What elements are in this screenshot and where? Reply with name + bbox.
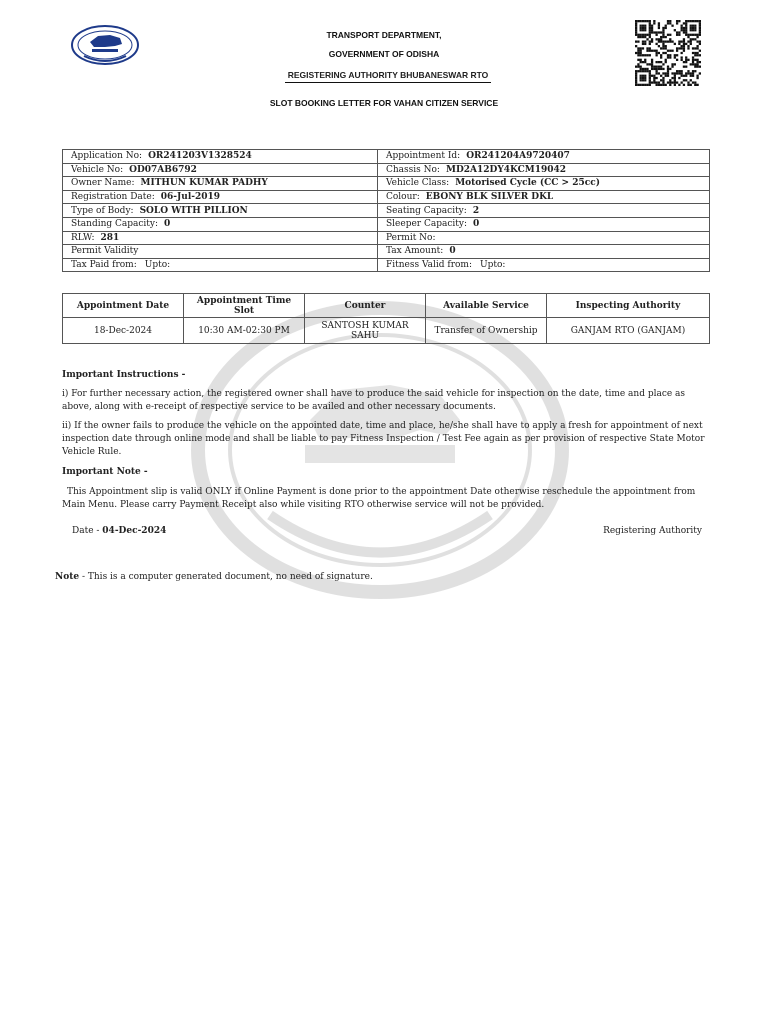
note-text: This Appointment slip is valid ONLY if Online Payment is done prior to the appointment Date otherwise reschedule the appointment from Main Menu. Please carry Payment Receipt also while visiting RTO otherwise service will not be provided. (62, 487, 696, 510)
department-title: TRANSPORT DEPARTMENT, (326, 30, 442, 40)
field-value: OR241203V1328524 (148, 151, 252, 162)
field-value: 2 (472, 205, 480, 216)
details-cell (378, 231, 710, 245)
field-label: Owner Name: (71, 178, 135, 189)
details-cell (63, 177, 378, 191)
field-label: Colour: (386, 192, 420, 203)
government-title: GOVERNMENT OF ODISHA (328, 49, 440, 59)
field-value: OR241204A9720407 (466, 151, 570, 162)
details-cell (378, 258, 710, 272)
details-row (63, 190, 710, 204)
instruction-item-2: ii) If the owner fails to produce the vehicle on the appointed date, time and place, he/she shall have to apply a fresh for appointment of next inspection date through online mode and shall be liable to pay Fitness Inspection / Test Fee again as per provision of respective State Motor Vehicle Rule. (62, 421, 705, 457)
field-label: Vehicle No: (71, 164, 124, 175)
inspecting-authority: GANJAM RTO (GANJAM) (547, 318, 710, 344)
field-value: Motorised Cycle (CC > 25cc) (455, 178, 600, 189)
details-cell (378, 150, 710, 164)
field-label: Registration Date: (71, 192, 155, 203)
note-label: Note (55, 572, 80, 582)
field-label: Tax Amount: (386, 246, 444, 257)
details-cell (63, 245, 378, 259)
field-value: Upto: (480, 260, 506, 271)
details-cell (378, 190, 710, 204)
details-cell (378, 217, 710, 231)
details-row (63, 177, 710, 191)
date-value: 04-Dec-2024 (102, 526, 167, 536)
field-label: Chassis No: (386, 164, 440, 175)
field-label: Tax Paid from: (71, 260, 137, 271)
field-label: Standing Capacity: (71, 219, 159, 230)
field-value: 0 (472, 219, 480, 230)
details-row (63, 258, 710, 272)
field-label: Fitness Valid from: (386, 260, 472, 271)
field-value: MITHUN KUMAR PADHY (140, 178, 268, 189)
column-header: Appointment Time Slot (184, 294, 305, 318)
details-row (63, 150, 710, 164)
column-header: Appointment Date (63, 294, 184, 318)
appointment-header-row (63, 294, 710, 318)
column-header: Counter (305, 294, 426, 318)
letter-title: SLOT BOOKING LETTER FOR VAHAN CITIZEN SERVICE (269, 98, 499, 108)
appointment-row (63, 318, 710, 344)
details-cell (63, 204, 378, 218)
counter: SANTOSH KUMAR SAHU (305, 318, 426, 344)
field-value: SOLO WITH PILLION (139, 205, 248, 216)
note-heading: Important Note - (62, 467, 148, 477)
issue-date (72, 525, 166, 538)
details-cell (63, 150, 378, 164)
field-label: Type of Body: (71, 205, 134, 216)
details-row (63, 163, 710, 177)
instructions-heading: Important Instructions - (62, 370, 186, 380)
field-value: 0 (164, 219, 171, 230)
field-label: Vehicle Class: (386, 178, 450, 189)
details-cell (63, 163, 378, 177)
registering-authority: Registering Authority (603, 526, 702, 536)
field-label: Seating Capacity: (386, 205, 467, 216)
field-value: 06-Jul-2019 (160, 192, 221, 203)
details-cell (63, 217, 378, 231)
instruction-item-1: i) For further necessary action, the registered owner shall have to produce the said vehicle for inspection on the date, time and place as above, along with e-receipt of respective service to be availed and other necessary documents. (62, 389, 686, 412)
details-cell (63, 231, 378, 245)
details-table (62, 149, 710, 272)
field-label: Appointment Id: (386, 151, 461, 162)
authority-title: REGISTERING AUTHORITY BHUBANESWAR RTO (285, 70, 491, 83)
details-row (63, 245, 710, 259)
date-label: Date - (72, 526, 103, 536)
field-value: MD2A12DY4KCM19042 (445, 164, 567, 175)
appointment-date: 18-Dec-2024 (63, 318, 184, 344)
field-label: Sleeper Capacity: (386, 219, 467, 230)
field-label: Permit No: (386, 232, 436, 243)
details-cell (378, 177, 710, 191)
details-row (63, 217, 710, 231)
field-value: OD07AB6792 (129, 164, 197, 175)
details-row (63, 204, 710, 218)
field-value: 0 (449, 246, 456, 257)
details-cell (378, 245, 710, 259)
appointment-table (62, 293, 710, 344)
field-value: Upto: (144, 260, 171, 271)
available-service: Transfer of Ownership (426, 318, 547, 344)
details-row (63, 231, 710, 245)
column-header: Available Service (426, 294, 547, 318)
field-label: Application No: (71, 151, 143, 162)
field-label: Permit Validity (71, 246, 139, 257)
details-cell (378, 204, 710, 218)
field-label: RLW: (71, 232, 95, 243)
field-value: EBONY BLK SILVER DKL (425, 192, 554, 203)
computer-generated-note (55, 571, 373, 584)
note-message: - This is a computer generated document, no need of signature. (79, 572, 373, 582)
field-value: 281 (100, 232, 120, 243)
details-cell (378, 163, 710, 177)
appointment-time-slot: 10:30 AM-02:30 PM (184, 318, 305, 344)
details-cell (63, 190, 378, 204)
column-header: Inspecting Authority (547, 294, 710, 318)
details-cell (63, 258, 378, 272)
